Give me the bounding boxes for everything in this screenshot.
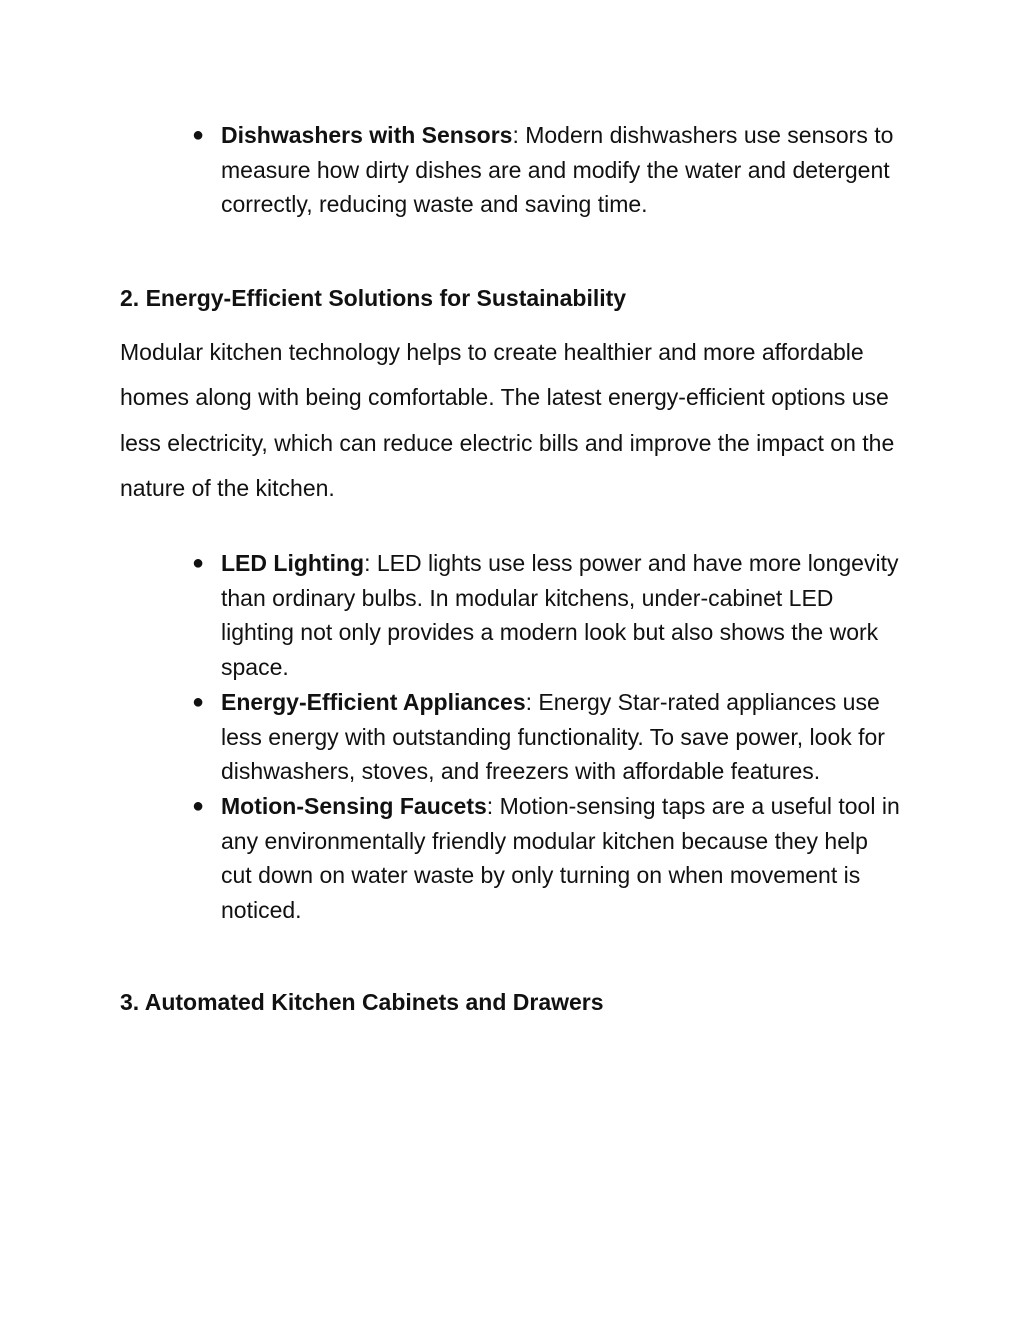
list-item — [192, 118, 902, 222]
term-label: Dishwashers with Sensors — [221, 122, 513, 148]
section-heading: 2. Energy-Efficient Solutions for Sustainability — [120, 285, 627, 311]
term-label: LED Lighting — [221, 550, 365, 576]
bullet-icon: ● — [192, 124, 205, 146]
energy-bullet-list — [192, 546, 902, 928]
term-separator: : — [486, 792, 494, 819]
term-label: Energy-Efficient Appliances — [221, 688, 526, 715]
item-description: LED lights use less power and have more longevity than ordinary bulbs. In modular kitchens, under-cabinet LED lighting not only provides a modern look but also shows the work space. — [221, 550, 899, 681]
item-description: Motion-sensing taps are a useful tool in any environmentally friendly modular kitchen because they help cut down on water waste by only turning on when movement is noticed. — [221, 792, 900, 924]
bullet-icon: ● — [192, 794, 205, 817]
list-item — [192, 546, 902, 685]
bullet-icon: ● — [192, 552, 205, 574]
term-separator: : — [364, 550, 371, 576]
term-separator: : — [525, 688, 532, 715]
section-heading: 3. Automated Kitchen Cabinets and Drawers — [120, 989, 604, 1015]
dishwasher-bullet-list — [192, 118, 902, 222]
term-separator: : — [512, 122, 519, 148]
term-label: Motion-Sensing Faucets — [221, 792, 487, 819]
list-item — [192, 685, 902, 789]
list-item — [192, 789, 902, 928]
bullet-icon: ● — [192, 690, 205, 713]
item-description: Energy Star-rated appliances use less energy with outstanding functionality. To save power, look for dishwashers, stoves, and freezers with affordable features. — [221, 688, 885, 785]
body-paragraph: Modular kitchen technology helps to create healthier and more affordable homes along with being comfortable. The latest energy-efficient options use less electricity, which can reduce electric bills and improve the impact on the nature of the kitchen. — [120, 339, 895, 501]
item-description: Modern dishwashers use sensors to measure how dirty dishes are and modify the water and detergent correctly, reducing waste and saving time. — [221, 122, 894, 218]
